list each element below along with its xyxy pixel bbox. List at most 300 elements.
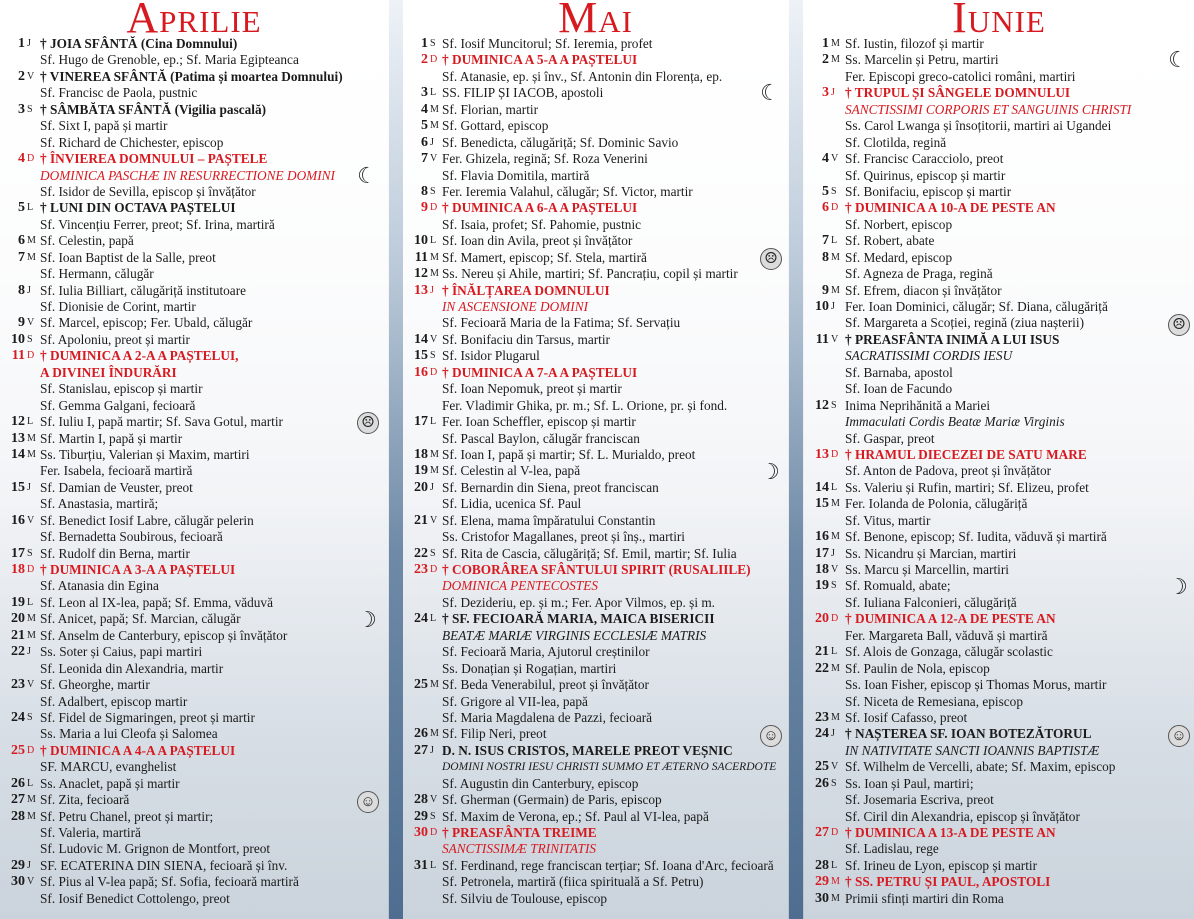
weekday-letter: M — [430, 268, 439, 280]
weekday-letter: S — [27, 711, 33, 723]
entry-text: † PREASFÂNTA TREIME — [442, 825, 597, 840]
calendar-entry — [403, 381, 788, 397]
calendar-entry — [0, 52, 388, 68]
entry-text: SF. MARCU, evanghelist — [40, 759, 177, 775]
calendar-entry — [403, 52, 788, 68]
calendar-entry — [0, 135, 388, 151]
weekday-letter: D — [831, 613, 839, 625]
day-number: 25 — [11, 742, 25, 758]
entry-text: Sf. Elena, mama împăratului Constantin — [442, 512, 656, 528]
weekday-letter: D — [430, 366, 438, 378]
day-number: 10 — [11, 331, 25, 347]
calendar-entry — [804, 398, 1194, 414]
entry-text: Sf. Romuald, abate; — [845, 578, 951, 594]
day-number: 23 — [815, 709, 829, 725]
day-number: 25 — [815, 759, 829, 775]
day-number: 11 — [815, 331, 829, 347]
entry-text: Sf. Gemma Galgani, fecioară — [40, 397, 196, 413]
crescent-moon-icon: ☾ — [1168, 47, 1188, 73]
entry-text: Sf. Agneza de Praga, regină — [845, 266, 993, 282]
weekday-letter: J — [831, 301, 835, 312]
weekday-letter: V — [831, 333, 839, 345]
entry-text: Sf. Iuliu I, papă martir; Sf. Sava Gotul, martir — [40, 414, 283, 430]
day-number: 14 — [11, 446, 25, 462]
weekday-letter: M — [27, 251, 36, 263]
calendar-entry — [804, 348, 1194, 364]
calendar-entry — [804, 233, 1194, 249]
weekday-letter: L — [831, 859, 838, 871]
entry-text: Sf. Ferdinand, rege franciscan terțiar; Sf. Ioana d'Arc, fecioară — [442, 857, 774, 873]
entry-text: Sf. Augustin din Canterbury, episcop — [442, 775, 639, 791]
day-number: 19 — [414, 463, 428, 479]
calendar-entry — [0, 266, 388, 282]
entry-text: Sf. Anton de Padova, preot și învățător — [845, 463, 1052, 479]
day-number: 16 — [815, 529, 829, 545]
entry-text: Ss. Soter și Caius, papi martiri — [40, 644, 203, 660]
entry-text: Sf. Beda Venerabilul, preot și învățător — [442, 677, 649, 693]
full-moon-icon: ☹ — [1168, 314, 1190, 336]
month-column-may — [403, 0, 788, 919]
entry-text: Sf. Leon al IX-lea, papă; Sf. Emma, văduvă — [40, 594, 273, 610]
calendar-entry — [0, 118, 388, 134]
entry-text: Ss. Marcelin și Petru, martiri — [845, 52, 999, 68]
weekday-letter: V — [831, 153, 839, 165]
entry-text: Sf. Grigore al VII-lea, papă — [442, 693, 588, 709]
day-number: 23 — [11, 677, 25, 693]
calendar-entry — [0, 710, 388, 726]
entry-text: † SF. FECIOARĂ MARIA, MAICA BISERICII — [442, 611, 715, 627]
entry-text: DOMINICA PASCHÆ IN RESURRECTIONE DOMINI — [40, 167, 335, 183]
calendar-entry — [0, 447, 388, 463]
day-number: 2 — [18, 68, 25, 84]
day-number: 14 — [414, 331, 428, 347]
calendar-entry — [403, 759, 788, 775]
entry-text: Sf. Norbert, episcop — [845, 216, 953, 232]
calendar-entry — [804, 381, 1194, 397]
calendar-entry — [804, 414, 1194, 430]
entry-text: Fer. Margareta Ball, văduvă și martiră — [845, 627, 1048, 643]
weekday-letter: M — [430, 728, 439, 740]
entry-text: Ss. Carol Lwanga și însoțitorii, martiri ai Ugandei — [845, 118, 1112, 134]
weekday-letter: V — [831, 761, 839, 773]
entry-text: Sf. Martin I, papă și martir — [40, 430, 183, 446]
entry-text: Sf. Ioan din Avila, preot și învățător — [442, 233, 633, 249]
calendar-entry — [804, 168, 1194, 184]
calendar-entry — [804, 694, 1194, 710]
weekday-letter: M — [27, 448, 36, 460]
calendar-entry — [0, 874, 388, 890]
calendar-entry — [0, 858, 388, 874]
calendar-entry — [403, 792, 788, 808]
calendar-entry — [403, 809, 788, 825]
day-number: 7 — [822, 233, 829, 249]
entry-text: Sf. Lidia, ucenica Sf. Paul — [442, 496, 582, 512]
entry-list — [804, 36, 1194, 907]
calendar-entry — [0, 562, 388, 578]
calendar-entry — [804, 891, 1194, 907]
calendar-entry — [0, 283, 388, 299]
weekday-letter: J — [27, 481, 31, 493]
entry-text: Sf. Stanislau, episcop și martir — [40, 381, 203, 397]
calendar-entry — [804, 332, 1194, 348]
day-number: 15 — [11, 479, 25, 495]
day-number: 16 — [11, 512, 25, 528]
entry-text: † DUMINICA A 13-A DE PESTE AN — [845, 825, 1056, 840]
calendar-entry — [403, 200, 788, 216]
month-title: Mai — [558, 0, 633, 42]
entry-text: Sf. Pascal Baylon, călugăr franciscan — [442, 430, 640, 446]
calendar-entry — [403, 36, 788, 52]
weekday-letter: S — [27, 103, 33, 115]
entry-text: Sf. Anselm de Canterbury, episcop și învățător — [40, 627, 288, 643]
calendar-entry — [403, 611, 788, 627]
entry-text: Sf. Florian, martir — [442, 101, 539, 117]
weekday-letter: V — [27, 514, 35, 526]
calendar-entry — [403, 694, 788, 710]
entry-text: Sf. Bonifaciu, episcop și martir — [845, 183, 1012, 199]
weekday-letter: M — [831, 284, 840, 296]
calendar-entry — [0, 578, 388, 594]
calendar-entry — [804, 759, 1194, 775]
weekday-letter: M — [430, 120, 439, 132]
calendar-entry — [403, 710, 788, 726]
day-number: 8 — [18, 282, 25, 298]
entry-text: Sf. Efrem, diacon și învățător — [845, 282, 1002, 298]
day-number: 12 — [11, 414, 25, 430]
weekday-letter: L — [831, 235, 838, 247]
day-number: 4 — [421, 101, 428, 117]
entry-text: Fer. Ieremia Valahul, călugăr; Sf. Victor, martir — [442, 183, 693, 199]
entry-text: Sf. Paulin de Nola, episcop — [845, 660, 990, 676]
weekday-letter: M — [831, 711, 840, 723]
entry-text: Sf. Richard de Chichester, episcop — [40, 134, 224, 150]
month-column-april — [0, 0, 388, 919]
entry-text: † DUMINICA A 6-A A PAȘTELUI — [442, 200, 638, 216]
calendar-entry — [0, 102, 388, 118]
entry-text: † SÂMBĂTA SFÂNTĂ (Vigilia pascală) — [40, 101, 267, 117]
calendar-entry — [804, 447, 1194, 463]
entry-text: Sf. Quirinus, episcop și martir — [845, 167, 1006, 183]
entry-text: Sf. Clotilda, regină — [845, 134, 947, 150]
calendar-entry — [804, 546, 1194, 562]
calendar-entry — [403, 348, 788, 364]
calendar-entry — [804, 595, 1194, 611]
weekday-letter: M — [831, 662, 840, 674]
entry-text: Ss. Cristofor Magallanes, preot și înș., martiri — [442, 529, 686, 545]
day-number: 30 — [11, 874, 25, 890]
calendar-entry — [804, 102, 1194, 118]
entry-text: † PREASFÂNTA INIMĂ A LUI ISUS — [845, 331, 1060, 347]
weekday-letter: L — [27, 202, 34, 214]
weekday-letter: J — [831, 87, 835, 99]
entry-text: Ss. Ioan Fisher, episcop și Thomas Morus, martir — [845, 677, 1107, 693]
calendar-entry — [403, 398, 788, 414]
entry-text: † DUMINICA A 12-A DE PESTE AN — [845, 611, 1056, 627]
calendar-entry — [403, 299, 788, 315]
calendar-entry — [804, 431, 1194, 447]
entry-text: IN NATIVITATE SANCTI IOANNIS BAPTISTÆ — [845, 742, 1100, 758]
entry-text: Sf. Atanasie, ep. și înv., Sf. Antonin din Florența, ep. — [442, 68, 723, 84]
day-number: 18 — [414, 446, 428, 462]
entry-text: Sf. Francisc de Paola, pustnic — [40, 85, 198, 101]
day-number: 22 — [815, 660, 829, 676]
column-divider — [389, 0, 403, 919]
entry-text: Sf. Medard, episcop — [845, 249, 953, 265]
calendar-entry — [403, 726, 788, 742]
calendar-entry — [403, 874, 788, 890]
entry-text: † DUMINICA A 10-A DE PESTE AN — [845, 200, 1056, 216]
calendar-entry — [403, 496, 788, 512]
day-number: 17 — [815, 545, 829, 561]
calendar-entry — [0, 743, 388, 759]
day-number: 16 — [414, 364, 428, 380]
calendar-entry — [0, 431, 388, 447]
entry-text: Sf. Dezideriu, ep. și m.; Fer. Apor Vilmos, ep. și m. — [442, 594, 716, 610]
entry-text: Sf. Ioan Nepomuk, preot și martir — [442, 381, 622, 397]
entry-text: Ss. Valeriu și Rufin, martiri; Sf. Elizeu, profet — [845, 479, 1089, 495]
calendar-entry — [0, 759, 388, 775]
calendar-entry — [0, 151, 388, 167]
day-number: 3 — [822, 85, 829, 101]
entry-text: SANCTISSIMÆ TRINITATIS — [442, 841, 597, 857]
day-number: 17 — [414, 414, 428, 430]
calendar-entry — [804, 578, 1194, 594]
entry-text: Ss. Tiburțiu, Valerian și Maxim, martiri — [40, 446, 250, 462]
day-number: 31 — [414, 857, 428, 873]
calendar-entry — [403, 546, 788, 562]
entry-text: Sf. Barnaba, apostol — [845, 364, 953, 380]
day-number: 2 — [822, 52, 829, 68]
calendar-entry — [804, 644, 1194, 660]
calendar-entry — [0, 726, 388, 742]
day-number: 28 — [815, 857, 829, 873]
day-number: 13 — [11, 430, 25, 446]
calendar-entry — [804, 217, 1194, 233]
entry-text: Sf. Anastasia, martiră; — [40, 496, 159, 512]
entry-text: Sf. Fecioară Maria de la Fatima; Sf. Servațiu — [442, 315, 681, 331]
entry-text: † DUMINICA A 4-A A PAȘTELUI — [40, 742, 236, 758]
entry-text: Sf. Damian de Veuster, preot — [40, 479, 193, 495]
calendar-entry — [804, 562, 1194, 578]
entry-text: Sf. Dionisie de Corint, martir — [40, 299, 196, 314]
day-number: 5 — [822, 183, 829, 199]
calendar-entry — [0, 85, 388, 101]
weekday-letter: M — [27, 629, 36, 641]
calendar-entry — [804, 69, 1194, 85]
entry-text: Primii sfinți martiri din Roma — [845, 890, 1004, 906]
day-number: 29 — [11, 857, 25, 873]
calendar-entry — [0, 644, 388, 660]
calendar-entry — [804, 283, 1194, 299]
calendar-entry — [804, 513, 1194, 529]
weekday-letter: V — [831, 564, 839, 575]
calendar-entry — [804, 480, 1194, 496]
full-moon-icon: ☹ — [357, 412, 379, 434]
calendar-entry — [0, 299, 388, 315]
weekday-letter: V — [430, 153, 438, 165]
calendar-entry — [0, 841, 388, 857]
weekday-letter: M — [27, 794, 36, 806]
entry-text: Sf. Alois de Gonzaga, călugăr scolastic — [845, 644, 1053, 660]
calendar-entry — [0, 315, 388, 331]
day-number: 25 — [414, 677, 428, 693]
calendar-entry — [804, 776, 1194, 792]
day-number: 20 — [815, 611, 829, 627]
entry-text: SS. FILIP ȘI IACOB, apostoli — [442, 85, 604, 101]
weekday-letter: M — [831, 54, 840, 66]
entry-text: SACRATISSIMI CORDIS IESU — [845, 348, 1013, 364]
entry-text: Sf. Hermann, călugăr — [40, 266, 154, 282]
day-number: 18 — [11, 562, 25, 577]
calendar-entry — [804, 299, 1194, 315]
weekday-letter: D — [430, 827, 438, 838]
calendar-entry — [403, 151, 788, 167]
calendar-entry — [403, 529, 788, 545]
day-number: 10 — [414, 233, 428, 249]
entry-text: † NAȘTEREA SF. IOAN BOTEZĂTORUL — [845, 726, 1092, 742]
calendar-entry — [0, 628, 388, 644]
calendar-entry — [804, 611, 1194, 627]
entry-text: Sf. Flavia Domitila, martiră — [442, 167, 590, 183]
weekday-letter: V — [27, 679, 35, 691]
calendar-entry — [804, 266, 1194, 282]
calendar-entry — [403, 184, 788, 200]
weekday-letter: V — [27, 876, 35, 888]
calendar-entry — [403, 628, 788, 644]
weekday-letter: S — [831, 777, 837, 789]
day-number: 30 — [414, 825, 428, 840]
entry-text: Sf. Rudolf din Berna, martir — [40, 545, 190, 561]
calendar-entry — [0, 348, 388, 364]
entry-text: Sf. Vitus, martir — [845, 512, 931, 528]
calendar-entry — [804, 47, 1194, 73]
day-number: 28 — [414, 792, 428, 808]
calendar-entry — [0, 332, 388, 348]
entry-list — [0, 36, 388, 907]
day-number: 18 — [815, 562, 829, 577]
weekday-letter: L — [831, 646, 838, 658]
day-number: 29 — [414, 808, 428, 824]
weekday-letter: L — [27, 777, 34, 789]
entry-text: † VINEREA SFÂNTĂ (Patima și moartea Domnului) — [40, 68, 343, 84]
calendar-entry — [403, 80, 788, 106]
entry-text: Sf. Sixt I, papă și martir — [40, 118, 168, 134]
calendar-entry — [804, 825, 1194, 841]
full-moon-icon: ☺ — [357, 791, 379, 813]
weekday-letter: D — [831, 202, 839, 214]
calendar-entry — [403, 233, 788, 249]
day-number: 26 — [815, 775, 829, 791]
day-number: 28 — [11, 808, 25, 824]
entry-text: † DUMINICA A 3-A A PAȘTELUI — [40, 562, 236, 577]
month-title: Aprilie — [126, 0, 262, 42]
day-number: 29 — [815, 874, 829, 890]
calendar-entry — [403, 283, 788, 299]
entry-text: Sf. Petronela, martiră (fiica spirituală a Sf. Petru) — [442, 874, 704, 890]
calendar-entry — [403, 463, 788, 479]
day-number: 26 — [414, 726, 428, 742]
weekday-letter: D — [27, 350, 35, 362]
calendar-entry — [0, 184, 388, 200]
calendar-entry — [0, 69, 388, 85]
calendar-entry — [804, 118, 1194, 134]
day-number: 4 — [18, 151, 25, 167]
day-number: 9 — [421, 200, 428, 216]
calendar-entry — [0, 595, 388, 611]
day-number: 2 — [421, 52, 428, 68]
calendar-entry — [804, 677, 1194, 693]
entry-text: Ss. Ioan și Paul, martiri; — [845, 775, 974, 791]
calendar-entry — [804, 135, 1194, 151]
entry-text: Sf. Margareta a Scoției, regină (ziua nașterii) — [845, 315, 1084, 331]
entry-text: Sf. Benone, episcop; Sf. Iudita, văduvă și martiră — [845, 529, 1107, 545]
crescent-moon-icon: ☽ — [1168, 573, 1188, 599]
full-moon-icon: ☺ — [760, 725, 782, 747]
calendar-entry — [0, 776, 388, 792]
crescent-moon-icon: ☾ — [760, 80, 780, 106]
entry-text: † DUMINICA A 5-A A PAȘTELUI — [442, 52, 638, 68]
entry-text: Sf. Vincențiu Ferrer, preot; Sf. Irina, martiră — [40, 216, 275, 232]
weekday-letter: S — [430, 350, 436, 362]
weekday-letter: D — [430, 54, 438, 66]
calendar-entry — [804, 85, 1194, 101]
weekday-letter: V — [27, 317, 35, 329]
day-number: 11 — [414, 249, 428, 265]
calendar-entry — [804, 36, 1194, 52]
calendar-entry — [0, 694, 388, 710]
calendar-entry — [804, 463, 1194, 479]
crescent-moon-icon: ☾ — [357, 162, 377, 188]
entry-text: Sf. Celestin, papă — [40, 233, 134, 249]
entry-text: Sf. Maria Magdalena de Pazzi, fecioară — [442, 709, 653, 725]
weekday-letter: M — [430, 679, 439, 691]
crescent-moon-icon: ☽ — [357, 606, 377, 632]
day-number: 21 — [11, 627, 25, 643]
day-number: 12 — [414, 266, 428, 282]
day-number: 13 — [414, 282, 428, 298]
entry-text: Sf. Gaspar, preot — [845, 430, 935, 446]
entry-text: † DUMINICA A 2-A A PAȘTELUI, — [40, 348, 239, 364]
calendar-entry — [804, 743, 1194, 759]
entry-text: SF. ECATERINA DIN SIENA, fecioară și înv. — [40, 857, 288, 873]
day-number: 7 — [421, 151, 428, 167]
calendar-entry — [403, 315, 788, 331]
calendar-entry — [804, 858, 1194, 874]
day-number: 21 — [815, 644, 829, 660]
full-moon-icon: ☹ — [760, 248, 782, 270]
day-number: 21 — [414, 512, 428, 528]
calendar-entry — [403, 513, 788, 529]
weekday-letter: S — [430, 810, 436, 822]
calendar-entry — [804, 529, 1194, 545]
entry-text: Sf. Iosif Cafasso, preot — [845, 709, 968, 725]
weekday-letter: D — [831, 448, 839, 460]
calendar-entry — [403, 250, 788, 266]
weekday-letter: M — [27, 235, 36, 247]
weekday-letter: M — [27, 810, 36, 822]
day-number: 8 — [421, 183, 428, 199]
weekday-letter: S — [831, 580, 837, 592]
day-number: 15 — [815, 496, 829, 512]
weekday-letter: S — [430, 185, 436, 197]
calendar-entry — [403, 891, 788, 907]
entry-text: Sf. Francisc Caracciolo, preot — [845, 151, 1004, 167]
weekday-letter: J — [27, 646, 31, 658]
entry-text: Sf. Josemaria Escriva, preot — [845, 792, 994, 808]
weekday-letter: J — [430, 284, 434, 296]
entry-text: Sf. Irineu de Lyon, episcop și martir — [845, 857, 1038, 873]
column-divider — [789, 0, 803, 919]
